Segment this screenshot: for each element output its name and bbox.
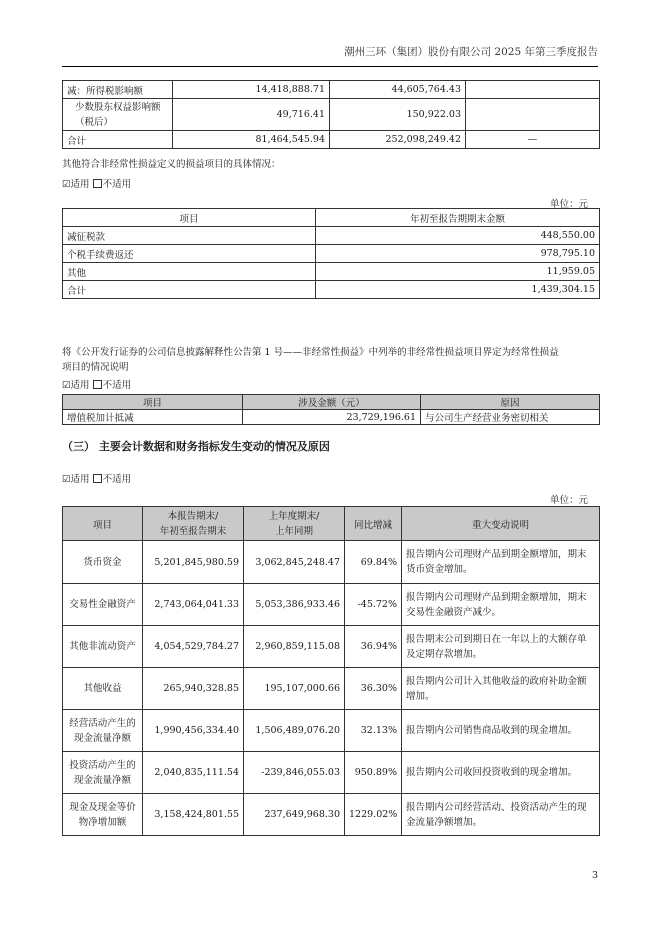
column-header-reason: 重大变动说明	[402, 507, 600, 541]
other-items-table	[62, 208, 600, 299]
checkbox-checked-icon: ☑	[62, 380, 71, 391]
row-current: 4,054,529,784.27	[143, 626, 244, 668]
row-item: 增值税加计抵减	[63, 410, 243, 425]
row-value-ytd: 150,922.03	[330, 99, 466, 131]
applicability-options	[62, 377, 131, 391]
column-header: 年初至报告期期末金额	[316, 209, 600, 227]
row-value-current: 49,716.41	[173, 99, 330, 131]
applicability-options	[62, 471, 131, 485]
row-reason: 报告期末公司到期日在一年以上的大额存单及定期存款增加。	[402, 626, 600, 668]
row-amount: 978,795.10	[316, 245, 600, 263]
table-row	[63, 245, 600, 263]
checkbox-checked-icon: ☑	[62, 179, 71, 190]
row-value-ytd: 44,605,764.43	[330, 81, 466, 99]
applicable-label: 适用	[70, 474, 90, 485]
row-amount: 11,959.05	[316, 263, 600, 281]
row-reason: 报告期内公司理财产品到期金额增加，期末交易性金融资产减少。	[402, 584, 600, 626]
row-current: 5,201,845,980.59	[143, 541, 244, 584]
section-title: （三） 主要会计数据和财务指标发生变动的情况及原因	[62, 440, 330, 453]
column-header-prior	[244, 507, 345, 541]
row-change: 1229.02%	[345, 794, 402, 836]
column-header-change: 同比增减	[345, 507, 402, 541]
row-note	[466, 99, 600, 131]
column-header-item: 项目	[63, 507, 143, 541]
row-item: 个税手续费返还	[63, 245, 316, 263]
row-change: 36.94%	[345, 626, 402, 668]
table-row	[63, 752, 600, 794]
nonrecurring-summary-table	[62, 80, 600, 149]
row-reason: 报告期内公司销售商品收到的现金增加。	[402, 710, 600, 752]
row-change: -45.72%	[345, 584, 402, 626]
table-row	[63, 410, 600, 425]
row-item: 交易性金融资产	[63, 584, 143, 626]
table-row	[63, 281, 600, 299]
checkbox-checked-icon: ☑	[62, 474, 71, 485]
row-prior: 5,053,386,933.46	[244, 584, 345, 626]
row-reason: 报告期内公司计入其他收益的政府补助金额增加。	[402, 668, 600, 710]
recurring-description-line1: 将《公开发行证券的公司信息披露解释性公告第 1 号——非经常性损益》中列举的非经常性损益项目界定为经常性损益	[62, 347, 559, 358]
row-label: 少数股东权益影响额（税后）	[63, 99, 173, 131]
row-change: 950.89%	[345, 752, 402, 794]
unit-label: 单位：元	[549, 199, 588, 210]
row-current: 2,743,064,041.33	[143, 584, 244, 626]
row-prior: 3,062,845,248.47	[244, 541, 345, 584]
column-header: 项目	[63, 395, 243, 410]
row-prior: 1,506,489,076.20	[244, 710, 345, 752]
not-applicable-label: 不适用	[102, 380, 132, 391]
recurring-items-table	[62, 394, 600, 425]
not-applicable-label: 不适用	[102, 474, 132, 485]
column-header-current-line1: 本报告期末/	[167, 510, 219, 522]
applicable-label: 适用	[70, 380, 90, 391]
row-note	[466, 81, 600, 99]
page-number: 3	[591, 870, 598, 881]
table-row	[63, 584, 600, 626]
row-value-current: 14,418,888.71	[173, 81, 330, 99]
table-row	[63, 227, 600, 245]
row-note: —	[466, 131, 600, 149]
table-row	[63, 541, 600, 584]
row-current: 2,040,835,111.54	[143, 752, 244, 794]
applicable-label: 适用	[70, 179, 90, 190]
table-row	[63, 668, 600, 710]
column-header: 涉及金额（元）	[243, 395, 421, 410]
row-item: 减征税款	[63, 227, 316, 245]
row-prior: 195,107,000.66	[244, 668, 345, 710]
row-item: 投资活动产生的现金流量净额	[63, 752, 143, 794]
row-prior: -239,846,055.03	[244, 752, 345, 794]
not-applicable-label: 不适用	[102, 179, 132, 190]
applicability-options	[62, 176, 131, 190]
table-header-row	[63, 507, 600, 541]
table-row	[63, 99, 600, 131]
row-label: 减：所得税影响额	[63, 81, 173, 99]
row-reason: 与公司生产经营业务密切相关	[421, 410, 600, 425]
column-header: 项目	[63, 209, 316, 227]
row-item: 合计	[63, 281, 316, 299]
financial-changes-table	[62, 506, 600, 836]
table-row	[63, 263, 600, 281]
row-amount: 23,729,196.61	[243, 410, 421, 425]
row-item: 其他非流动资产	[63, 626, 143, 668]
row-current: 1,990,456,334.40	[143, 710, 244, 752]
checkbox-unchecked-icon	[93, 380, 102, 389]
column-header-prior-line2: 上年同期	[274, 525, 313, 537]
row-change: 69.84%	[345, 541, 402, 584]
column-header-current	[143, 507, 244, 541]
table-row	[63, 131, 600, 149]
row-reason: 报告期内公司收回投资收到的现金增加。	[402, 752, 600, 794]
row-label: 合计	[63, 131, 173, 149]
row-item: 其他收益	[63, 668, 143, 710]
row-value-ytd: 252,098,249.42	[330, 131, 466, 149]
checkbox-unchecked-icon	[93, 179, 102, 188]
row-amount: 1,439,304.15	[316, 281, 600, 299]
row-amount: 448,550.00	[316, 227, 600, 245]
checkbox-unchecked-icon	[93, 474, 102, 483]
row-change: 32.13%	[345, 710, 402, 752]
unit-label: 单位：元	[549, 495, 588, 506]
table-row	[63, 710, 600, 752]
table-header-row	[63, 395, 600, 410]
column-header-current-line2: 年初至报告期末	[159, 525, 227, 537]
report-header: 潮州三环（集团）股份有限公司 2025 年第三季度报告	[344, 46, 598, 58]
other-items-description: 其他符合非经常性损益定义的损益项目的具体情况：	[62, 159, 281, 170]
row-prior: 2,960,859,115.08	[244, 626, 345, 668]
column-header-prior-line1: 上年度期末/	[268, 510, 320, 522]
table-header-row	[63, 209, 600, 227]
row-current: 3,158,424,801.55	[143, 794, 244, 836]
row-item: 现金及现金等价物净增加额	[63, 794, 143, 836]
row-item: 经营活动产生的现金流量净额	[63, 710, 143, 752]
row-current: 265,940,328.85	[143, 668, 244, 710]
table-row	[63, 794, 600, 836]
row-prior: 237,649,968.30	[244, 794, 345, 836]
header-rule	[62, 66, 598, 67]
row-change: 36.30%	[345, 668, 402, 710]
row-reason: 报告期内公司理财产品到期金额增加，期末货币资金增加。	[402, 541, 600, 584]
row-item: 货币资金	[63, 541, 143, 584]
row-item: 其他	[63, 263, 316, 281]
table-row	[63, 81, 600, 99]
table-row	[63, 626, 600, 668]
row-value-current: 81,464,545.94	[173, 131, 330, 149]
row-reason: 报告期内公司经营活动、投资活动产生的现金流量净额增加。	[402, 794, 600, 836]
column-header: 原因	[421, 395, 600, 410]
recurring-description-line2: 项目的情况说明	[62, 362, 129, 373]
